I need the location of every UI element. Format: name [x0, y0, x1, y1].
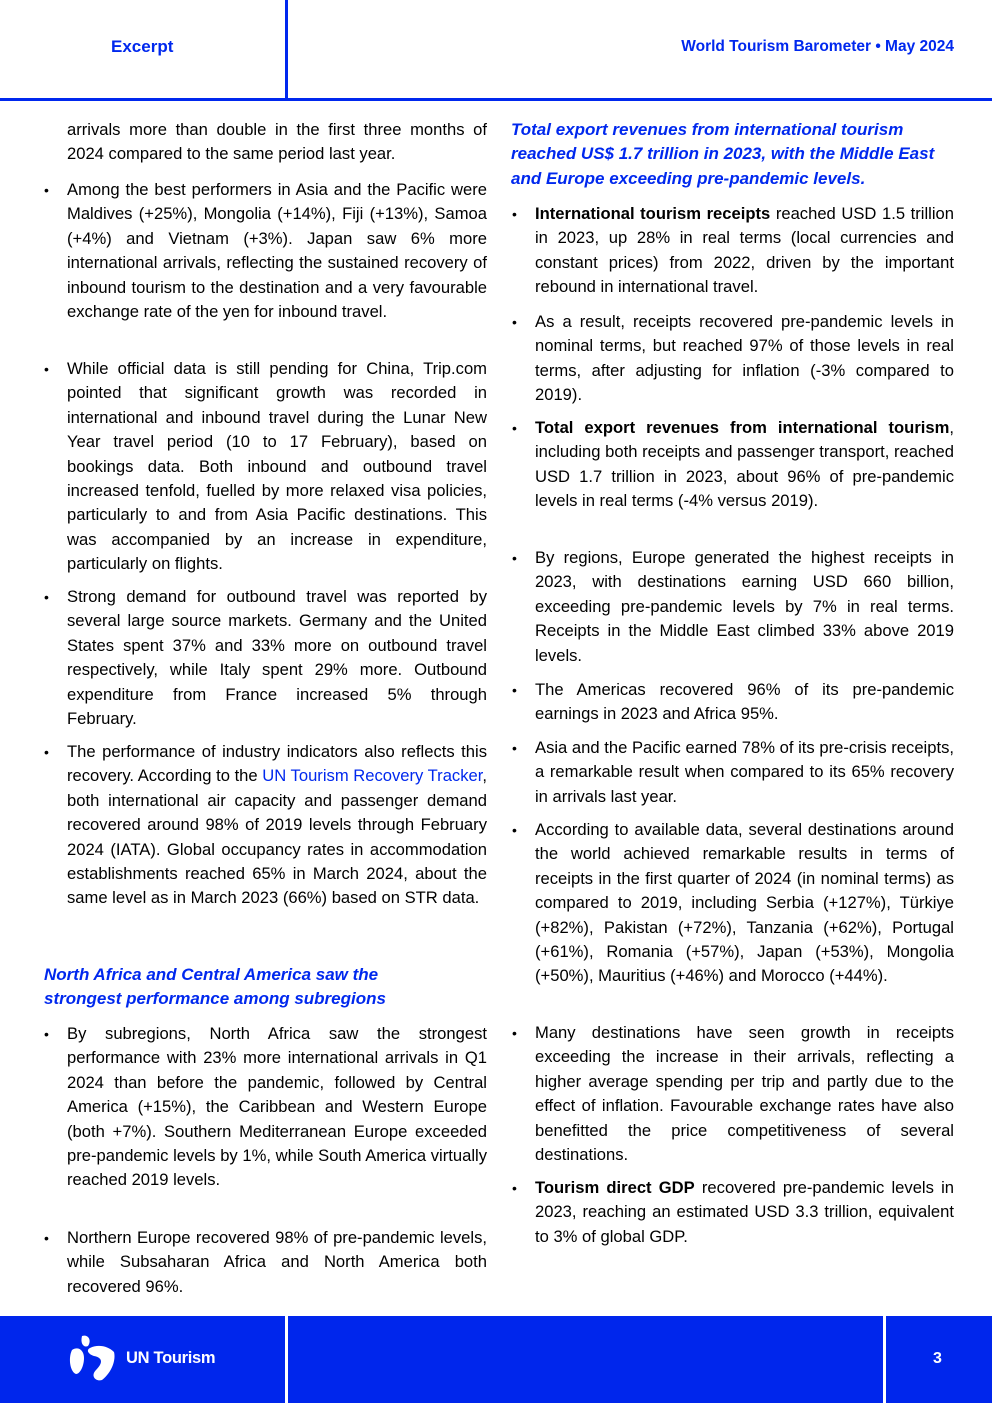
text-run: According to available data, several destinations around the world achieved remarkable results in terms of receipts in the first quarter of 2024 (in nominal terms) as compared to 2019, including Serbia (+127%), Türkiye (+82%), Pakistan (+72%), Tanzania (+62%), Portugal (+61%), Romania (+57%), Japan (+53%), Mongolia (+50%), Mauritius (+46%) and Morocco (+44%).	[535, 820, 954, 986]
text-run: Among the best performers in Asia and the Pacific were Maldives (+25%), Mongolia (+14%), Fiji (+13%), Samoa (+4%) and Vietnam (+3%). Japan saw 6% more international arrivals, reflecting the sustained recovery of inbound tourism to the destination and a very favourable exchange rate of the yen for inbound travel.	[67, 180, 487, 322]
bullet-item	[535, 678, 954, 727]
page-number: 3	[933, 1350, 942, 1367]
bullet-item	[67, 1022, 487, 1193]
text-run: International tourism receipts	[535, 204, 771, 223]
header-rule	[0, 98, 992, 101]
text-run: , including both receipts and passenger transport, reached USD 1.7 trillion in 2023, about 96% of pre-pandemic levels in real terms (-4% versus 2019).	[535, 418, 954, 511]
text-run: recovered pre-pandemic levels in 2023, reaching an estimated USD 3.3 trillion, equivalent to 3% of global GDP.	[535, 1178, 954, 1246]
bullet-item	[535, 416, 954, 514]
text-run: reached USD 1.5 trillion in 2023, up 28% in real terms (local currencies and constant prices) from 2022, driven by the important rebound in international travel.	[535, 204, 954, 297]
text-run: The Americas recovered 96% of its pre-pandemic earnings in 2023 and Africa 95%.	[535, 680, 954, 724]
un-tourism-logo-icon	[68, 1334, 118, 1387]
section-heading	[44, 963, 424, 1012]
text-run: By regions, Europe generated the highest receipts in 2023, with destinations earning USD 660 billion, exceeding pre-pandemic levels by 7% in real terms. Receipts in the Middle East climbed 33% above 2019 levels.	[535, 548, 954, 665]
bullet-item	[535, 818, 954, 989]
text-run: arrivals more than double in the first three months of 2024 compared to the same period last year.	[67, 120, 487, 164]
bullet-item	[67, 585, 487, 731]
text-run: While official data is still pending for China, Trip.com pointed that significant growth was recorded in international and inbound travel during the Lunar New Year travel period (10 to 17 February), based on bookings data. Both inbound and outbound travel increased tenfold, fuelled by more relaxed visa policies, particularly to and from Asia Pacific destinations. This was accompanied by an increase in expenditure, particularly on flights.	[67, 359, 487, 574]
bullet-item	[535, 310, 954, 408]
paragraph	[67, 118, 487, 167]
bullet-item	[535, 546, 954, 668]
text-run: Asia and the Pacific earned 78% of its pre-crisis receipts, a remarkable result when compared to its 65% recovery in arrivals last year.	[535, 738, 954, 806]
bullet-item	[67, 740, 487, 911]
text-run: By subregions, North Africa saw the strongest performance with 23% more international arrivals in Q1 2024 than before the pandemic, followed by Central America (+15%), the Caribbean and Western Europe (both +7%). Southern Mediterranean Europe exceeded pre-pandemic levels by 1%, while South America virtually reached 2019 levels.	[67, 1024, 487, 1190]
page-footer	[0, 1316, 992, 1403]
text-run: Total export revenues from international tourism	[535, 418, 950, 437]
bullet-item	[535, 1176, 954, 1249]
text-run: , both international air capacity and passenger demand recovered around 98% of 2019 levels through February 2024 (IATA). Global occupancy rates in accommodation establishments reached 65% in March 2024, about the same level as in March 2023 (66%) based on STR data.	[67, 766, 487, 908]
header-publication-title: World Tourism Barometer • May 2024	[681, 38, 954, 55]
text-run: Total export revenues from international tourism reached US$ 1.7 trillion in 2023, with the Middle East and Europe exceeding pre-pandemic levels.	[511, 120, 935, 188]
bullet-item	[67, 178, 487, 324]
footer-logo-text: UN Tourism	[126, 1349, 216, 1367]
text-run: Many destinations have seen growth in receipts exceeding the increase in their arrivals, reflecting a higher average spending per trip and partly due to the effect of inflation. Favourable exchange rates have also benefitted the price competitiveness of several destinations.	[535, 1023, 954, 1165]
bullet-item	[67, 357, 487, 577]
bullet-item	[535, 1021, 954, 1167]
footer-divider	[883, 1316, 886, 1403]
recovery-tracker-link[interactable]: UN Tourism Recovery Tracker	[262, 766, 483, 786]
bullet-item	[535, 202, 954, 300]
bullet-item	[67, 1226, 487, 1299]
text-run: North Africa and Central America saw the strongest performance among subregions	[44, 965, 386, 1009]
text-run: As a result, receipts recovered pre-pandemic levels in nominal terms, but reached 97% of those levels in real terms, after adjusting for inflation (-3% compared to 2019).	[535, 312, 954, 405]
section-heading	[511, 118, 951, 191]
text-run: Tourism direct GDP	[535, 1178, 695, 1197]
header-divider	[285, 0, 288, 100]
text-run: The performance of industry indicators also reflects this recovery. According to the	[67, 742, 487, 786]
header-section-label: Excerpt	[111, 37, 174, 56]
bullet-item	[535, 736, 954, 809]
footer-divider	[285, 1316, 288, 1403]
text-run: Strong demand for outbound travel was reported by several large source markets. Germany and the United States spent 37% and 33% more on outbound travel respectively, while Italy spent 29% more. Outbound expenditure from France increased 5% through February.	[67, 587, 487, 729]
text-run: Northern Europe recovered 98% of pre-pandemic levels, while Subsaharan Africa and North America both recovered 96%.	[67, 1228, 487, 1296]
